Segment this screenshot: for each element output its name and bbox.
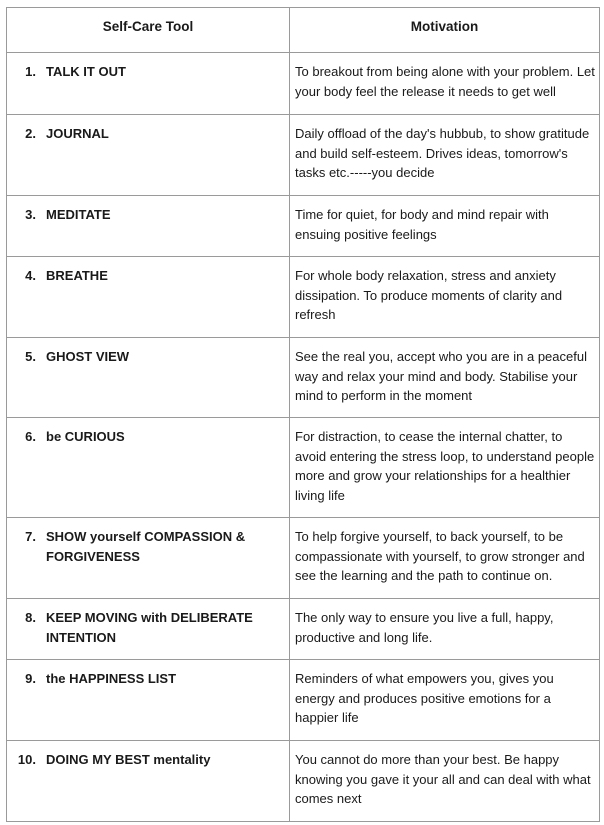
tool-name: be CURIOUS <box>46 429 125 444</box>
table-row <box>7 660 600 741</box>
tool-cell <box>7 196 290 257</box>
motivation-cell: Time for quiet, for body and mind repair with ensuing positive feelings <box>290 196 600 257</box>
header-self-care-tool: Self-Care Tool <box>7 8 290 53</box>
tool-cell <box>7 257 290 338</box>
header-row <box>7 8 600 53</box>
motivation-cell: You cannot do more than your best. Be happy knowing you gave it your all and can deal with what comes next <box>290 741 600 822</box>
row-number: 6. <box>25 429 36 444</box>
row-number: 10. <box>17 752 36 767</box>
motivation-cell: Daily offload of the day's hubbub, to show gratitude and build self-esteem. Drives ideas, tomorrow's tasks etc.-----you decide <box>290 115 600 196</box>
tool-cell <box>7 418 290 518</box>
table-row <box>7 518 600 599</box>
motivation-cell: For distraction, to cease the internal chatter, to avoid entering the stress loop, to understand people more and grow your relationships for a healthier living life <box>290 418 600 518</box>
table-row <box>7 338 600 418</box>
motivation-cell: To breakout from being alone with your problem. Let your body feel the release it needs to get well <box>290 53 600 115</box>
motivation-cell: See the real you, accept who you are in a peaceful way and relax your mind and body. Stabilise your mind to perform in the moment <box>290 338 600 418</box>
tool-name: SHOW yourself COMPASSION & FORGIVENESS <box>46 529 246 564</box>
self-care-table <box>6 7 600 822</box>
tool-cell <box>7 338 290 418</box>
row-number: 3. <box>25 207 36 222</box>
tool-name: the HAPPINESS LIST <box>46 671 177 686</box>
table-row <box>7 741 600 822</box>
table-row <box>7 599 600 660</box>
motivation-cell: Reminders of what empowers you, gives you energy and produces positive emotions for a happier life <box>290 660 600 741</box>
tool-cell <box>7 660 290 741</box>
row-number: 7. <box>25 529 36 544</box>
row-number: 9. <box>25 671 36 686</box>
row-number: 8. <box>25 610 36 625</box>
header-motivation: Motivation <box>290 8 600 53</box>
tool-name: TALK IT OUT <box>46 64 126 79</box>
tool-name: GHOST VIEW <box>46 349 130 364</box>
tool-name: JOURNAL <box>46 126 109 141</box>
table-row <box>7 196 600 257</box>
motivation-cell: For whole body relaxation, stress and anxiety dissipation. To produce moments of clarity and refresh <box>290 257 600 338</box>
tool-cell <box>7 599 290 660</box>
table-row <box>7 53 600 115</box>
tool-name: MEDITATE <box>46 207 111 222</box>
tool-name: BREATHE <box>46 268 108 283</box>
tool-cell <box>7 115 290 196</box>
motivation-cell: The only way to ensure you live a full, happy, productive and long life. <box>290 599 600 660</box>
motivation-cell: To help forgive yourself, to back yourself, to be compassionate with yourself, to grow stronger and see the learning and the path to continue on. <box>290 518 600 599</box>
table-row <box>7 257 600 338</box>
row-number: 1. <box>25 64 36 79</box>
tool-cell <box>7 53 290 115</box>
tool-name: DOING MY BEST mentality <box>46 752 211 767</box>
tool-cell <box>7 518 290 599</box>
table-row <box>7 115 600 196</box>
table-row <box>7 418 600 518</box>
row-number: 4. <box>25 268 36 283</box>
row-number: 2. <box>25 126 36 141</box>
tool-name: KEEP MOVING with DELIBERATE INTENTION <box>46 610 253 645</box>
tool-cell <box>7 741 290 822</box>
row-number: 5. <box>25 349 36 364</box>
